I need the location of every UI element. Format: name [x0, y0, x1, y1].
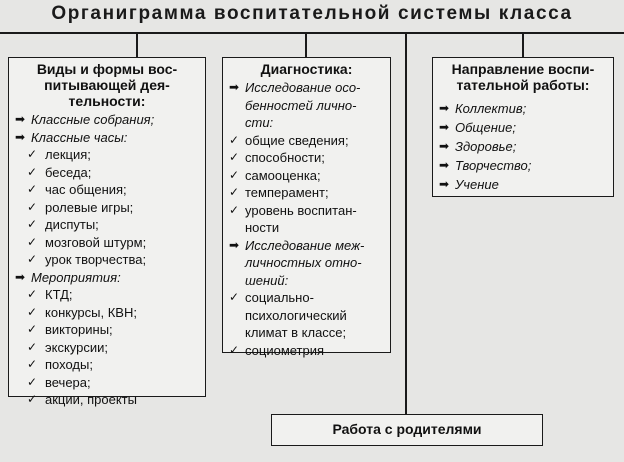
list-item: ности	[245, 220, 280, 235]
section-label: ➡ Исследование осо-	[229, 80, 361, 95]
check-icon: ✓	[27, 217, 38, 231]
list-item: ✓ темперамент;	[229, 185, 329, 200]
list-item: ✓ походы;	[27, 357, 93, 372]
list-item: ➡ Творчество;	[439, 158, 532, 173]
section-label: шений:	[245, 272, 289, 288]
list-item: ✓ способности;	[229, 150, 325, 165]
work-directions-heading: Направление воспи- тательной работы:	[451, 61, 595, 93]
section-label: ➡ Классные часы:	[15, 129, 128, 145]
arrow-icon: ➡	[439, 101, 450, 115]
check-icon: ✓	[27, 252, 38, 266]
arrow-icon: ➡	[15, 129, 26, 144]
left-branch-line	[136, 32, 138, 57]
list-item: ✓ общие сведения;	[229, 132, 349, 148]
list-item: ✓ урок творчества;	[27, 252, 147, 267]
section-label: ➡ Исследование меж-	[229, 237, 365, 253]
arrow-icon: ➡	[439, 158, 450, 172]
parents-work-box: Работа с родителями	[271, 414, 543, 446]
list-item: ➡ Учение	[439, 177, 499, 192]
parents-branch-line	[405, 32, 407, 414]
check-icon: ✓	[229, 150, 240, 164]
arrow-icon: ➡	[229, 80, 240, 94]
check-icon: ✓	[229, 290, 240, 304]
arrow-icon: ➡	[439, 177, 450, 191]
check-icon: ✓	[229, 167, 240, 182]
section-label: ➡ Мероприятия:	[15, 269, 121, 285]
arrow-icon: ➡	[15, 112, 26, 126]
list-item: психологический	[245, 307, 347, 323]
list-item: ✓ вечера;	[27, 374, 91, 390]
check-icon: ✓	[27, 339, 38, 354]
section-label: бенностей лично-	[245, 97, 357, 113]
check-icon: ✓	[27, 322, 38, 336]
diagnostics-box	[222, 57, 391, 358]
check-icon: ✓	[229, 342, 240, 357]
check-icon: ✓	[27, 147, 38, 161]
check-icon: ✓	[27, 357, 38, 371]
section-label: ➡ Классные собрания;	[15, 112, 155, 127]
list-item: ✓ акции, проекты	[27, 392, 137, 407]
arrow-icon: ➡	[229, 237, 240, 252]
list-item: ✓ социально-	[229, 290, 314, 305]
check-icon: ✓	[27, 182, 38, 196]
diagram-title: Органиграмма воспитательной системы класса	[51, 3, 573, 24]
list-item: ✓ ролевые игры;	[27, 199, 134, 215]
list-item: ✓ час общения;	[27, 182, 127, 197]
list-item: ✓ социометрия	[229, 342, 325, 358]
check-icon: ✓	[27, 199, 38, 214]
section-label: сти:	[245, 115, 274, 130]
list-item: ✓ самооценка;	[229, 167, 321, 183]
check-icon: ✓	[229, 185, 240, 199]
arrow-icon: ➡	[15, 269, 26, 284]
center-branch-line	[305, 32, 307, 57]
list-item: ✓ конкурсы, КВН;	[27, 304, 137, 320]
check-icon: ✓	[27, 234, 38, 249]
work-directions-box	[432, 57, 614, 197]
list-item: ✓ уровень воспитан-	[229, 202, 357, 218]
list-item: ✓ беседа;	[27, 164, 92, 180]
check-icon: ✓	[27, 164, 38, 179]
arrow-icon: ➡	[439, 139, 450, 153]
list-item: ✓ экскурсии;	[27, 339, 109, 355]
list-item: ➡ Здоровье;	[439, 139, 517, 154]
check-icon: ✓	[229, 202, 240, 217]
list-item: ✓ диспуты;	[27, 217, 99, 232]
list-item: климат в классе;	[245, 325, 347, 340]
list-item: ✓ мозговой штурм;	[27, 234, 147, 250]
list-item: ➡ Коллектив;	[439, 101, 527, 116]
diagnostics-heading: Диагностика:	[260, 61, 353, 77]
activity-forms-heading: Виды и формы вос- питывающей дея- тельности:	[36, 61, 178, 109]
list-item: ✓ лекция;	[27, 147, 91, 162]
check-icon: ✓	[27, 287, 38, 301]
list-item: ✓ КТД;	[27, 287, 73, 302]
check-icon: ✓	[27, 392, 38, 406]
check-icon: ✓	[27, 374, 38, 389]
check-icon: ✓	[229, 132, 240, 147]
activity-forms-box	[8, 57, 206, 407]
top-connector-line	[0, 32, 624, 34]
right-branch-line	[522, 32, 524, 57]
check-icon: ✓	[27, 304, 38, 319]
list-item: ➡ Общение;	[439, 120, 516, 135]
list-item: ✓ викторины;	[27, 322, 113, 337]
arrow-icon: ➡	[439, 120, 450, 134]
section-label: личностных отно-	[245, 255, 362, 270]
